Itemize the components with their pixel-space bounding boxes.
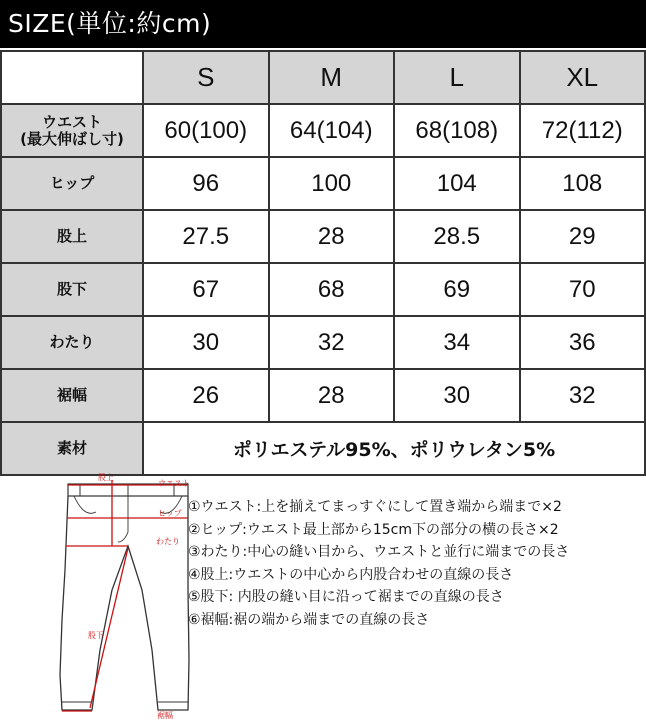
table-cell: 68(108) xyxy=(394,104,520,157)
table-cell: 27.5 xyxy=(143,210,269,263)
table-cell: 60(100) xyxy=(143,104,269,157)
corner-cell xyxy=(1,51,143,104)
table-row xyxy=(1,210,645,263)
size-header-l: L xyxy=(394,51,520,104)
row-label-line: ウエスト xyxy=(41,112,102,131)
table-row xyxy=(1,316,645,369)
note-waist: ①ウエスト:上を揃えてまっすぐにして置き端から端まで×2 xyxy=(188,499,562,515)
diagram-label-hip: ヒップ xyxy=(158,509,182,518)
size-header-row xyxy=(1,51,645,104)
table-cell: 28 xyxy=(269,369,395,422)
pants-diagram xyxy=(40,470,200,720)
row-label-subline: (最大伸ばし寸) xyxy=(20,129,124,148)
table-cell: 96 xyxy=(143,157,269,210)
size-header-s: S xyxy=(143,51,269,104)
table-cell: 70 xyxy=(520,263,646,316)
table-cell: 29 xyxy=(520,210,646,263)
measurement-notes xyxy=(188,496,644,631)
table-cell: 32 xyxy=(520,369,646,422)
diagram-label-waist: ウエスト xyxy=(158,479,190,488)
row-label-waist xyxy=(1,104,143,157)
diagram-label-rise: 股上 xyxy=(98,473,114,482)
table-cell: 30 xyxy=(143,316,269,369)
size-header-m: M xyxy=(269,51,395,104)
table-cell: 104 xyxy=(394,157,520,210)
material-value: ポリエステル95%、ポリウレタン5% xyxy=(143,422,645,475)
note-thigh: ③わたり:中心の縫い目から、ウエストと並行に端までの長さ xyxy=(188,544,570,560)
row-label-rise: 股上 xyxy=(1,210,143,263)
table-cell: 72(112) xyxy=(520,104,646,157)
table-cell: 36 xyxy=(520,316,646,369)
table-cell: 28.5 xyxy=(394,210,520,263)
note-hem: ⑥裾幅:裾の端から端までの直線の長さ xyxy=(188,611,430,628)
table-cell: 108 xyxy=(520,157,646,210)
table-cell: 26 xyxy=(143,369,269,422)
table-cell: 32 xyxy=(269,316,395,369)
note-inseam: ⑤股下: 内股の縫い目に沿って裾までの直線の長さ xyxy=(188,589,504,605)
note-rise: ④股上:ウエストの中心から内股合わせの直線の長さ xyxy=(188,566,514,583)
diagram-label-hem: 裾幅 xyxy=(157,711,173,720)
table-row xyxy=(1,104,645,157)
table-cell: 100 xyxy=(269,157,395,210)
row-label-thigh: わたり xyxy=(1,316,143,369)
table-cell: 34 xyxy=(394,316,520,369)
table-cell: 69 xyxy=(394,263,520,316)
table-cell: 68 xyxy=(269,263,395,316)
table-row xyxy=(1,157,645,210)
diagram-label-inseam: 股下 xyxy=(88,631,104,640)
size-header-xl: XL xyxy=(520,51,646,104)
table-row xyxy=(1,263,645,316)
row-label-inseam: 股下 xyxy=(1,263,143,316)
table-cell: 30 xyxy=(394,369,520,422)
row-label-material: 素材 xyxy=(1,422,143,475)
table-cell: 67 xyxy=(143,263,269,316)
material-row xyxy=(1,422,645,475)
page-title: SIZE(単位:約cm) xyxy=(0,0,646,48)
size-table xyxy=(0,50,646,476)
table-cell: 28 xyxy=(269,210,395,263)
table-cell: 64(104) xyxy=(269,104,395,157)
row-label-hip: ヒップ xyxy=(1,157,143,210)
row-label-hem: 裾幅 xyxy=(1,369,143,422)
note-hip: ②ヒップ:ウエスト最上部から15cm下の部分の横の長さ×2 xyxy=(188,521,559,538)
table-row xyxy=(1,369,645,422)
diagram-label-thigh: わたり xyxy=(156,537,180,546)
